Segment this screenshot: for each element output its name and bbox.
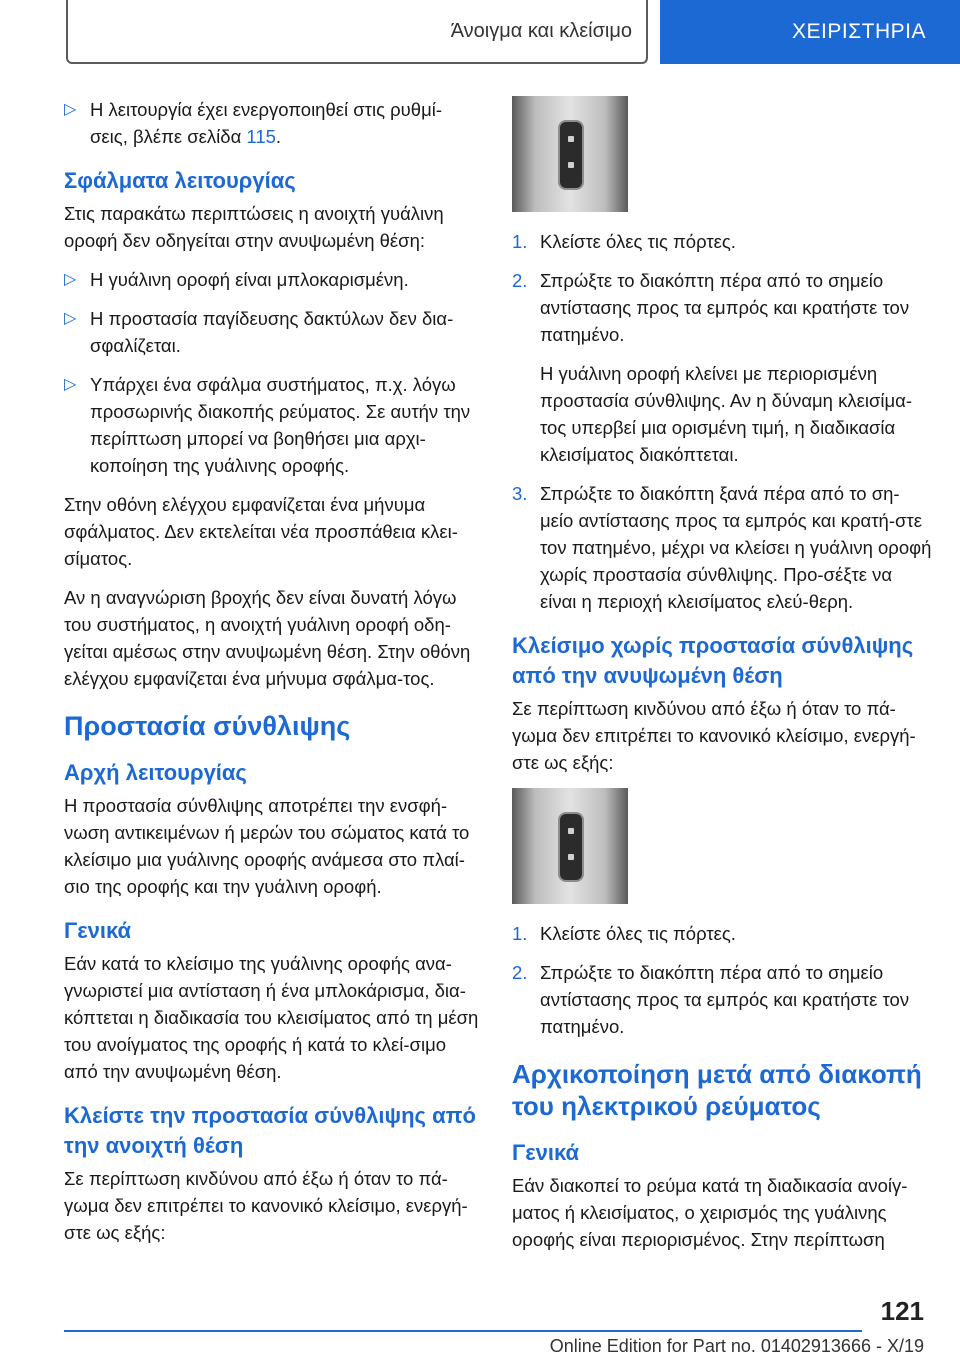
close-from-raised-paragraph: Σε περίπτωση κινδύνου από έξω ή όταν το πά-γωμα δεν επιτρέπει το κανονικό κλείσιμο, ενεργή-στε ως εξής: <box>512 698 916 773</box>
switch-dot <box>568 162 574 168</box>
triangle-right-icon: ▷ <box>64 310 77 327</box>
step-text: Κλείστε όλες τις πόρτες. <box>540 923 736 944</box>
principle-paragraph: Η προστασία σύνθλιψης αποτρέπει την ενσφή-νωση αντικειμένων ή μερών του σώματος κατά το κλείσιμο μια γυάλινης οροφής ανάμεσα στο πλαί-σιο της οροφής και την γυάλινη οροφή. <box>64 795 470 897</box>
intro-text-b: σεις, βλέπε σελίδα <box>90 126 247 147</box>
step-text: Σπρώξτε το διακόπτη πέρα από το σημείο αντίστασης προς τα εμπρός και κρατήστε τον πατημένο. <box>540 962 910 1037</box>
heading-general: Γενικά <box>64 918 132 943</box>
triangle-right-icon: ▷ <box>64 376 77 393</box>
edition-note: Online Edition for Part no. 01402913666 - X/19 <box>549 1336 924 1356</box>
header-section-title <box>66 0 648 64</box>
switch-dot <box>568 854 574 860</box>
list-item-text: Υπάρχει ένα σφάλμα συστήματος, π.χ. λόγω προσωρινής διακοπής ρεύματος. Σε αυτήν την περίπτωση μπορεί να βοηθήσει μια αρχι-κοποίηση της γυάλινης οροφής. <box>90 374 471 476</box>
roof-switch-icon <box>558 120 584 190</box>
intro-text-c: . <box>275 126 282 147</box>
display-error-paragraph: Στην οθόνη ελέγχου εμφανίζεται ένα μήνυμα σφάλματος. Δεν εκτελείται νέα προσπάθεια κλει-σίματος. <box>64 494 458 569</box>
heading-initialization: Αρχικοποίηση μετά από διακοπή του ηλεκτρικού ρεύματος <box>512 1059 922 1121</box>
chapter-title: ΧΕΙΡΙΣΤΗΡΙΑ <box>791 20 926 43</box>
page-number: 121 <box>880 1296 924 1326</box>
switch-dot <box>568 136 574 142</box>
intro-bullet <box>64 96 484 150</box>
step-note: Η γυάλινη οροφή κλείνει με περιορισμένη προστασία σύνθλιψης. Αν η δύναμη κλεισίμα-τος υπερβεί μια ορισμένη τιμή, η διαδικασία κλεισίματος διακόπτεται. <box>540 363 913 465</box>
initialization-paragraph: Εάν διακοπεί το ρεύμα κατά τη διαδικασία ανοίγ-ματος ή κλεισίματος, ο χειρισμός της γυάλινης οροφής είναι περιορισμένος. Στην περίπτωση <box>512 1175 908 1250</box>
step-item <box>512 267 932 348</box>
heading-general-2: Γενικά <box>512 1140 580 1165</box>
list-item <box>64 305 484 359</box>
step-number: 3. <box>512 483 528 504</box>
step-number: 1. <box>512 923 528 944</box>
roof-switch-image <box>512 96 628 212</box>
intro-text-a: Η λειτουργία έχει ενεργοποιηθεί στις ρυθμί- <box>90 99 443 120</box>
heading-malfunction: Σφάλματα λειτουργίας <box>64 168 296 193</box>
step-text: Σπρώξτε το διακόπτη ξανά πέρα από το ση-μείο αντίστασης προς τα εμπρός και κρατή-στε τον πατημένο, μέχρι να κλείσει η γυάλινη οροφή χωρίς προστασία σύνθλιψης. Προ-σέξτε να είναι η περιοχή κλεισίματος ελεύ-θερη. <box>540 483 932 612</box>
roof-switch-icon <box>558 812 584 882</box>
list-item-text: Η προστασία παγίδευσης δακτύλων δεν δια-σφαλίζεται. <box>90 308 454 356</box>
malfunction-paragraph: Στις παρακάτω περιπτώσεις η ανοιχτή γυάλινη οροφή δεν οδηγείται στην ανυψωμένη θέση: <box>64 203 444 251</box>
header-chapter-tab <box>660 0 960 64</box>
triangle-right-icon: ▷ <box>64 271 77 288</box>
footer-divider <box>64 1330 862 1332</box>
step-item <box>512 480 932 615</box>
heading-principle: Αρχή λειτουργίας <box>64 760 247 785</box>
step-text: Κλείστε όλες τις πόρτες. <box>540 231 736 252</box>
page-link[interactable]: 115 <box>246 126 276 147</box>
switch-dot <box>568 828 574 834</box>
heading-close-from-open: Κλείστε την προστασία σύνθλιψης από την ανοιχτή θέση <box>64 1103 476 1158</box>
section-title: Άνοιγμα και κλείσιμο <box>450 19 632 42</box>
step-item <box>512 959 932 1040</box>
right-column <box>512 96 932 1265</box>
list-item-text: Η γυάλινη οροφή είναι μπλοκαρισμένη. <box>90 269 409 290</box>
step-item <box>512 920 932 947</box>
close-from-open-paragraph: Σε περίπτωση κινδύνου από έξω ή όταν το πά-γωμα δεν επιτρέπει το κανονικό κλείσιμο, ενεργή-στε ως εξής: <box>64 1168 468 1243</box>
step-item <box>512 228 932 255</box>
step-number: 2. <box>512 270 528 291</box>
rain-paragraph: Αν η αναγνώριση βροχής δεν είναι δυνατή λόγω του συστήματος, η ανοιχτή γυάλινη οροφή οδη-γείται αμέσως στην ανυψωμένη θέση. Στην οθόνη ελέγχου εμφανίζεται ένα μήνυμα σφάλμα-τος. <box>64 587 471 689</box>
step-number: 2. <box>512 962 528 983</box>
heading-pinch-protection: Προστασία σύνθλιψης <box>64 711 351 741</box>
step-text: Σπρώξτε το διακόπτη πέρα από το σημείο αντίστασης προς τα εμπρός και κρατήστε τον πατημένο. <box>540 270 910 345</box>
roof-switch-image <box>512 788 628 904</box>
list-item <box>64 371 484 479</box>
general-paragraph: Εάν κατά το κλείσιμο της γυάλινης οροφής ανα-γνωριστεί μια αντίσταση ή ένα μπλοκάρισμα, δια-κόπτεται η διαδικασία του κλεισίματος από τη μέση του ανοίγματος της οροφής ή κατά το κλεί-σιμο από την ανυψωμένη θέση. <box>64 953 479 1082</box>
step-number: 1. <box>512 231 528 252</box>
heading-close-from-raised: Κλείσιμο χωρίς προστασία σύνθλιψης από την ανυψωμένη θέση <box>512 633 914 688</box>
triangle-right-icon: ▷ <box>64 101 77 118</box>
left-column <box>64 96 484 1258</box>
list-item <box>64 266 484 293</box>
